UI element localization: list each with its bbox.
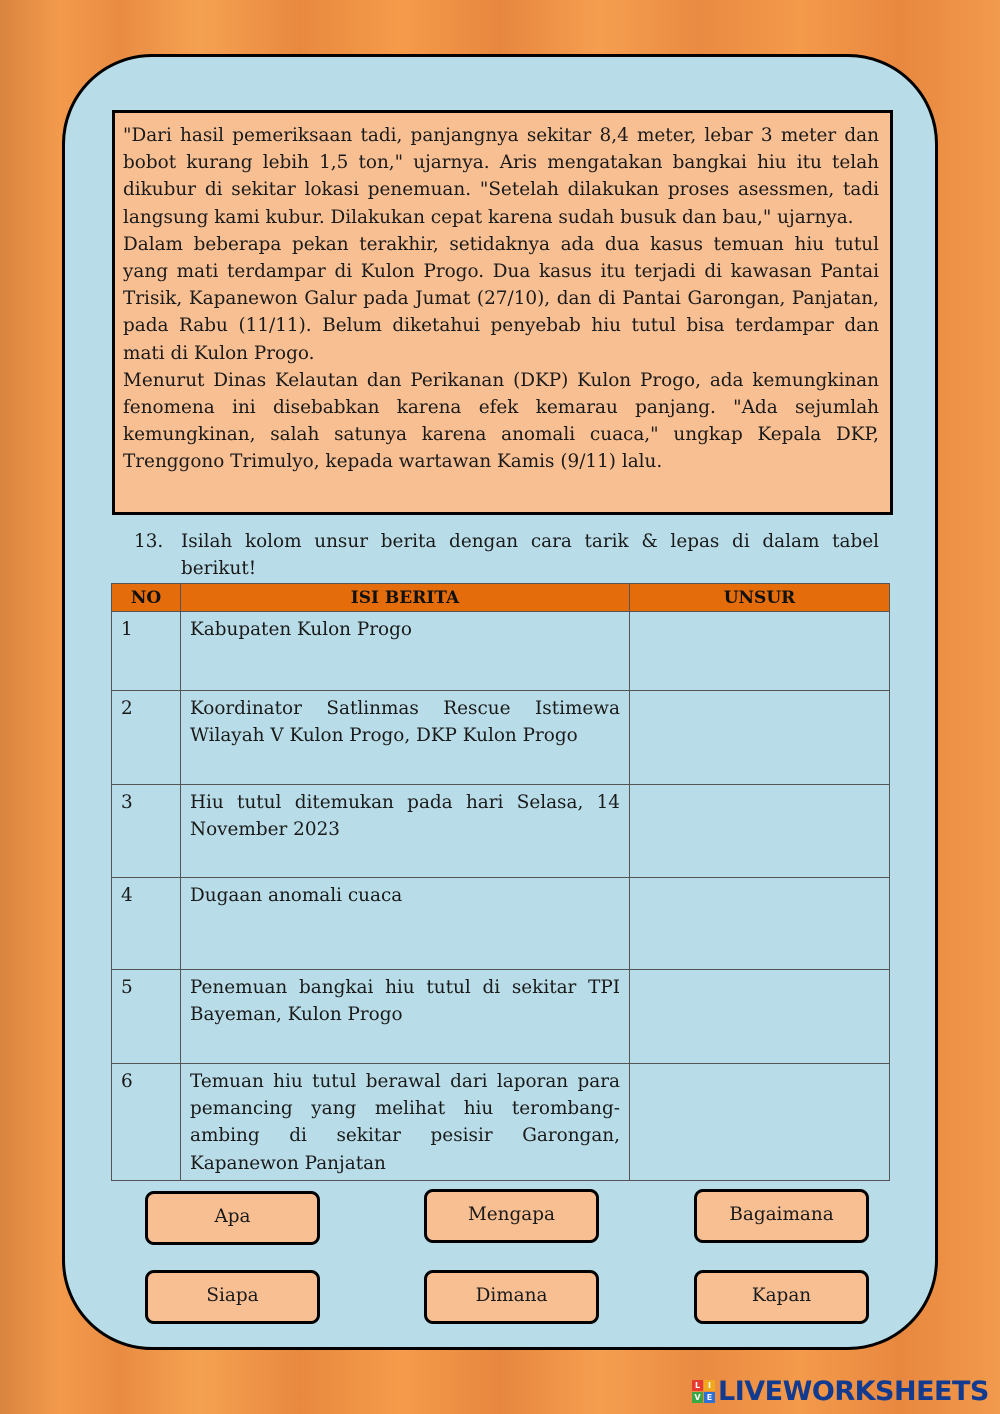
row-number: 4 <box>112 878 181 970</box>
row-content: Temuan hiu tutul berawal dari laporan para pemancing yang melihat hiu terombang-ambing di sekitar pesisir Garongan, Kapanewon Panjatan <box>181 1064 630 1181</box>
row-number: 6 <box>112 1064 181 1181</box>
passage-paragraph-3: Menurut Dinas Kelautan dan Perikanan (DKP) Kulon Progo, ada kemungkinan fenomena ini disebabkan karena efek kemarau panjang. "Ada sejumlah kemungkinan, salah satunya karena anomali cuaca," ungkap Kepala DKP, Trenggono Trimulyo, kepada wartawan Kamis (9/11) lalu. <box>123 369 879 473</box>
table-row <box>112 878 890 970</box>
answer-chip-mengapa[interactable]: Mengapa <box>424 1189 599 1243</box>
table-row <box>112 785 890 878</box>
passage-paragraph-1: "Dari hasil pemeriksaan tadi, panjangnya sekitar 8,4 meter, lebar 3 meter dan bobot kurang lebih 1,5 ton," ujarnya. Aris mengatakan bangkai hiu itu telah dikubur di sekitar lokasi penemuan. "Setelah dilakukan proses asessmen, tadi langsung kami kubur. Dilakukan cepat karena sudah busuk dan bau," ujarnya. <box>123 125 879 228</box>
liveworksheets-logo <box>692 1374 989 1408</box>
header-isi-berita: ISI BERITA <box>181 584 630 612</box>
answer-chip-apa[interactable]: Apa <box>145 1191 320 1245</box>
news-passage <box>112 110 893 515</box>
row-content: Dugaan anomali cuaca <box>181 878 630 970</box>
table-row <box>112 612 890 691</box>
row-content: Kabupaten Kulon Progo <box>181 612 630 691</box>
header-no: NO <box>112 584 181 612</box>
answer-chip-siapa[interactable]: Siapa <box>145 1270 320 1324</box>
table-row <box>112 691 890 785</box>
logo-badge-letter: V <box>692 1392 703 1403</box>
row-content: Penemuan bangkai hiu tutul di sekitar TPI Bayeman, Kulon Progo <box>181 970 630 1064</box>
table-row <box>112 970 890 1064</box>
row-number: 5 <box>112 970 181 1064</box>
header-unsur: UNSUR <box>630 584 890 612</box>
unsur-drop-zone[interactable] <box>630 878 890 970</box>
question-number: 13. <box>134 531 164 552</box>
table-header-row <box>112 584 890 612</box>
unsur-drop-zone[interactable] <box>630 691 890 785</box>
logo-badge-letter: L <box>692 1380 703 1391</box>
row-content: Koordinator Satlinmas Rescue Istimewa Wilayah V Kulon Progo, DKP Kulon Progo <box>181 691 630 785</box>
unsur-drop-zone[interactable] <box>630 970 890 1064</box>
passage-paragraph-2: Dalam beberapa pekan terakhir, setidaknya ada dua kasus temuan hiu tutul yang mati terdampar di Kulon Progo. Dua kasus itu terjadi di kawasan Pantai Trisik, Kapanewon Galur pada Jumat (27/10), dan di Pantai Garongan, Panjatan, pada Rabu (11/11). Belum diketahui penyebab hiu tutul bisa terdampar dan mati di Kulon Progo. <box>123 233 879 364</box>
table-row <box>112 1064 890 1181</box>
logo-text: LIVEWORKSHEETS <box>718 1375 989 1407</box>
question-text: Isilah kolom unsur berita dengan cara tarik & lepas di dalam tabel berikut! <box>181 531 879 579</box>
unsur-drop-zone[interactable] <box>630 1064 890 1181</box>
news-elements-table <box>111 583 890 1181</box>
logo-badge-letter: I <box>704 1380 715 1391</box>
row-number: 1 <box>112 612 181 691</box>
answer-chip-dimana[interactable]: Dimana <box>424 1270 599 1324</box>
row-number: 3 <box>112 785 181 878</box>
unsur-drop-zone[interactable] <box>630 612 890 691</box>
logo-badge-letter: E <box>704 1392 715 1403</box>
unsur-drop-zone[interactable] <box>630 785 890 878</box>
answer-chip-bagaimana[interactable]: Bagaimana <box>694 1189 869 1243</box>
answer-chip-kapan[interactable]: Kapan <box>694 1270 869 1324</box>
row-content: Hiu tutul ditemukan pada hari Selasa, 14 November 2023 <box>181 785 630 878</box>
logo-badge-icon <box>692 1380 715 1403</box>
row-number: 2 <box>112 691 181 785</box>
